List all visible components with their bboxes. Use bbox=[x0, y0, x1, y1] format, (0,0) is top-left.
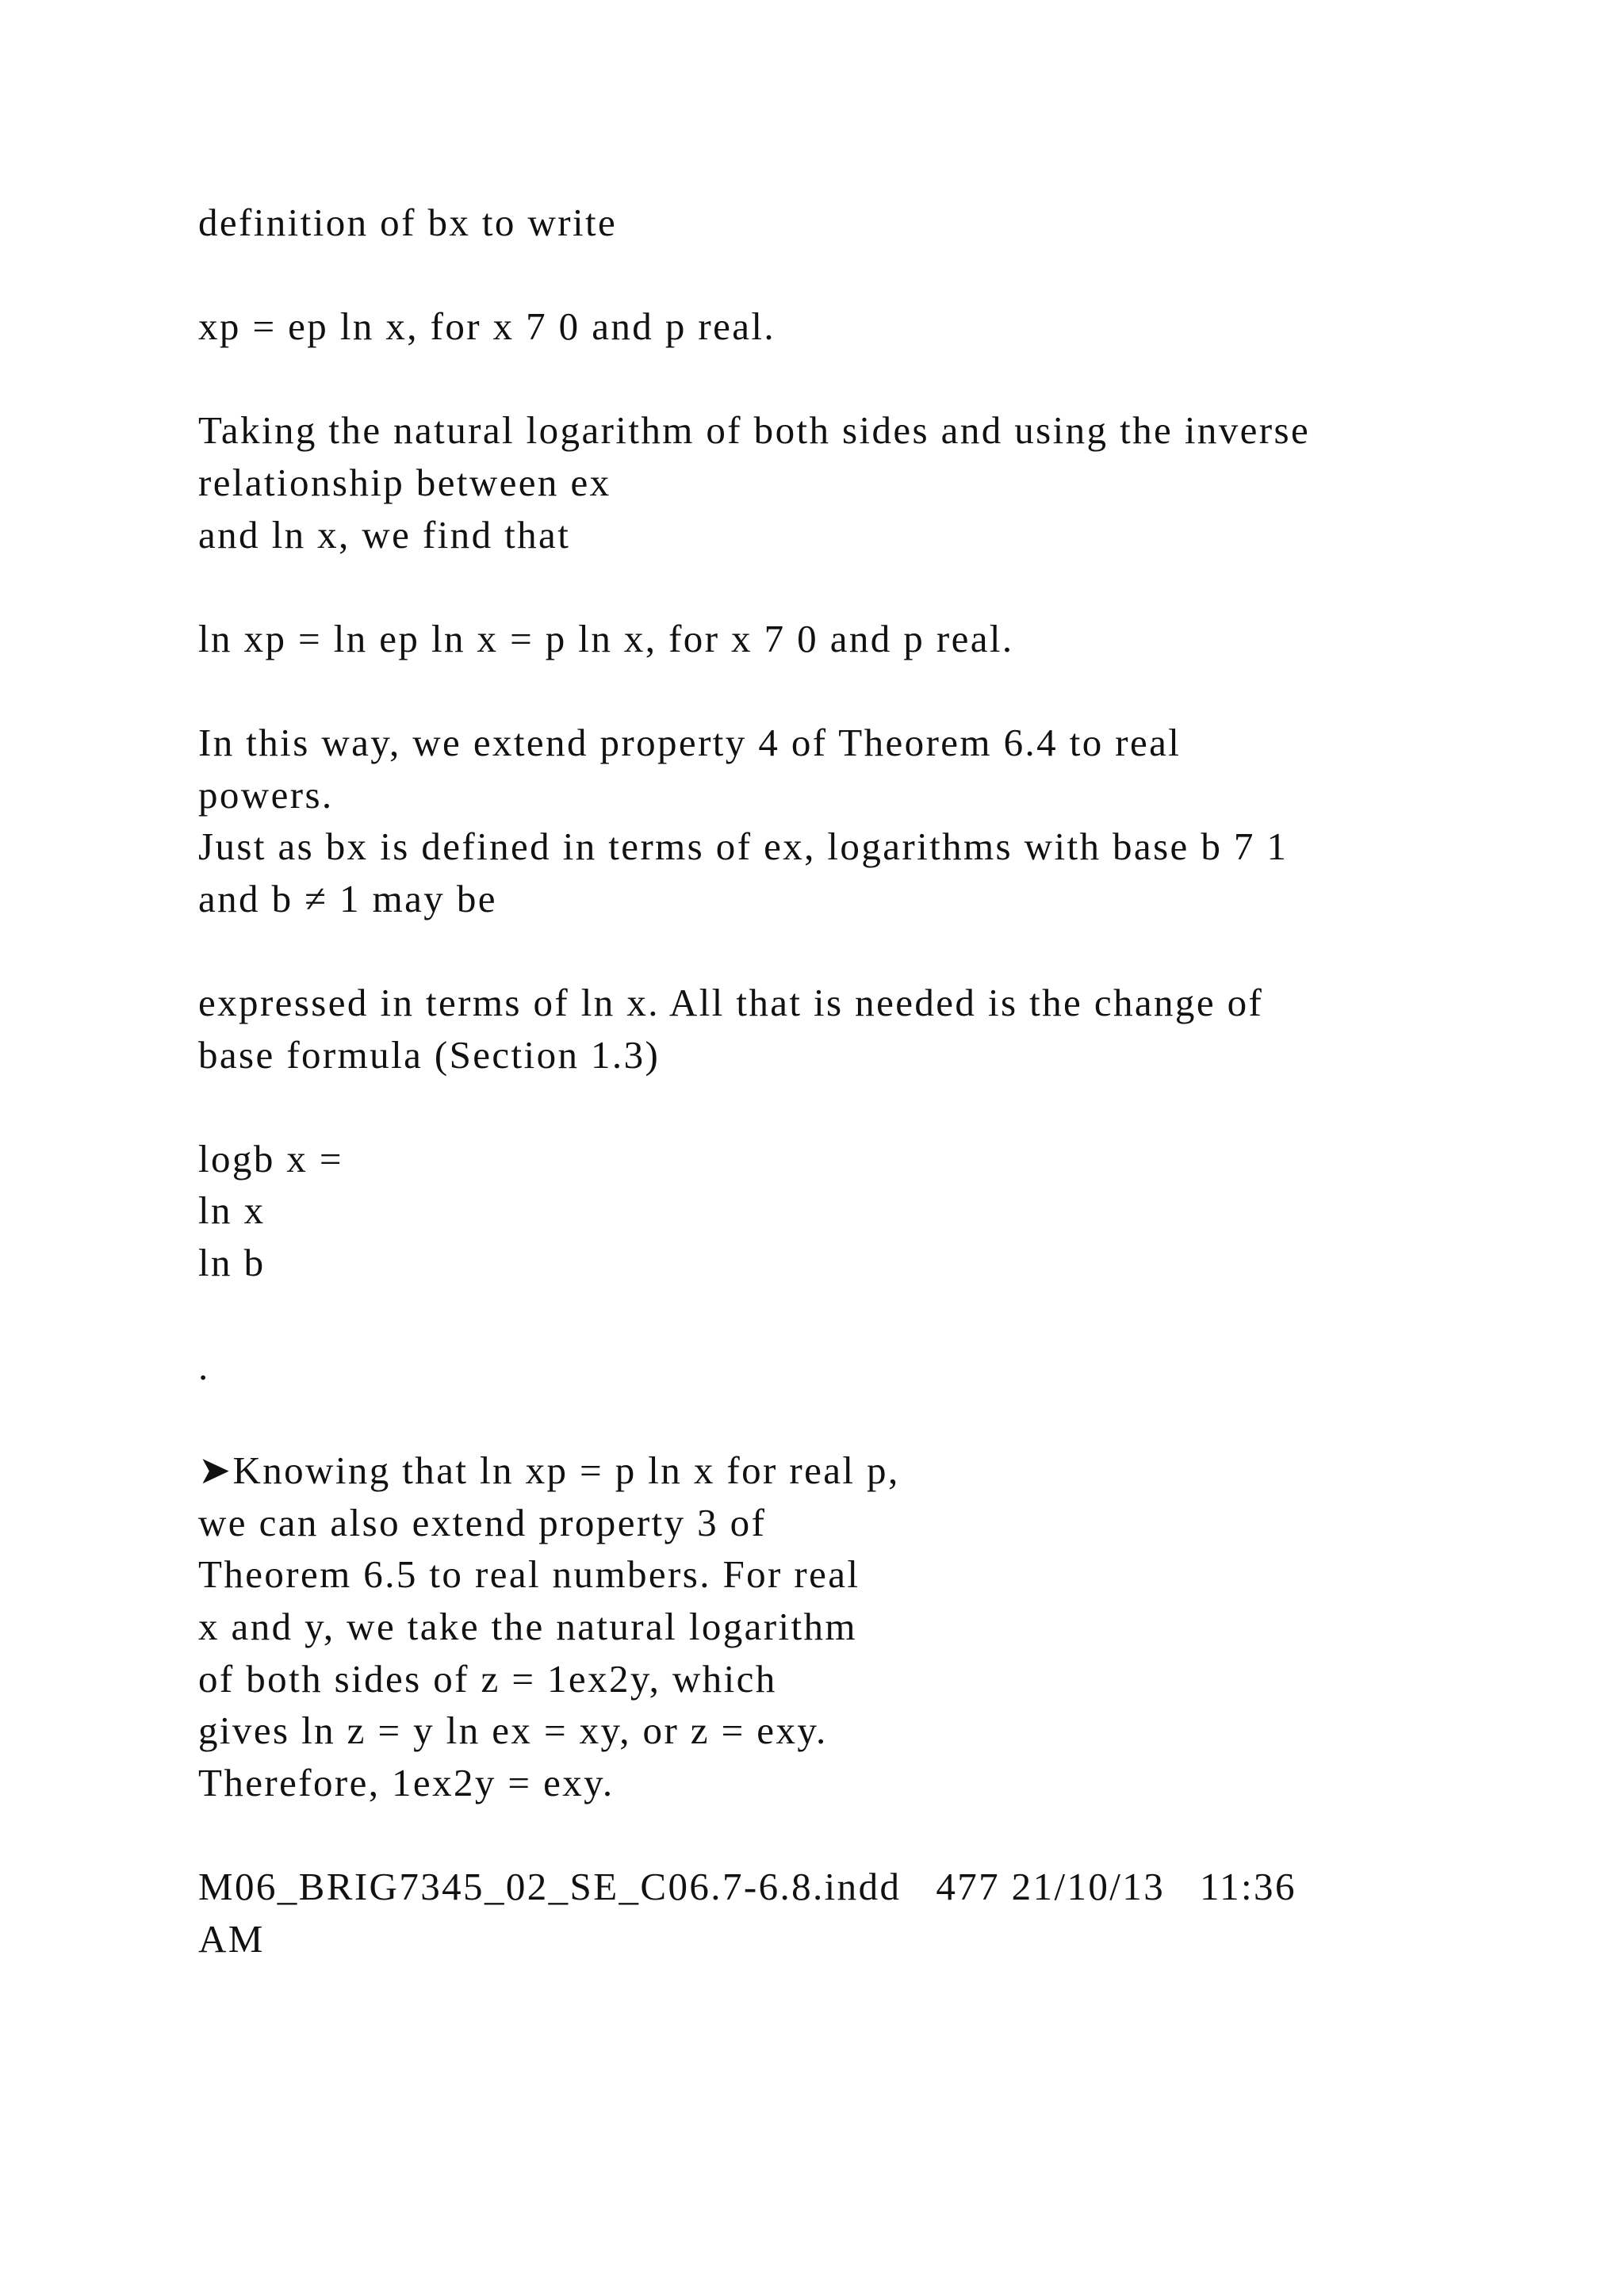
blank-line bbox=[198, 1808, 1467, 1861]
blank-line bbox=[198, 924, 1467, 977]
blank-line bbox=[198, 1288, 1467, 1341]
blank-line bbox=[198, 664, 1467, 717]
text-line: and b ≠ 1 may be bbox=[198, 876, 497, 920]
blank-line bbox=[198, 1393, 1467, 1445]
blank-line bbox=[198, 249, 1467, 301]
text-line: definition of bx to write bbox=[198, 201, 618, 244]
text-line: relationship between ex bbox=[198, 460, 611, 504]
equation-line: xp = ep ln x, for x 7 0 and p real. bbox=[198, 304, 776, 349]
margin-note-line: of both sides of z = 1ex2y, which bbox=[198, 1656, 777, 1701]
margin-note-line: ➤Knowing that ln xp = p ln x for real p, bbox=[198, 1448, 900, 1493]
blank-line bbox=[198, 353, 1467, 405]
margin-note-line: we can also extend property 3 of bbox=[198, 1500, 767, 1544]
file-footer-line: M06_BRIG7345_02_SE_C06.7-6.8.indd 477 21/10/13 11:36 bbox=[198, 1865, 1297, 1908]
text-line: powers. bbox=[198, 772, 334, 817]
blank-line bbox=[198, 561, 1467, 613]
equation-line: ln xp = ln ep ln x = p ln x, for x 7 0 and p real. bbox=[198, 616, 1014, 660]
margin-note-line: Therefore, 1ex2y = exy. bbox=[198, 1760, 615, 1804]
text-line: and ln x, we find that bbox=[198, 512, 571, 557]
period-line: . bbox=[198, 1345, 210, 1389]
margin-note-line: gives ln z = y ln ex = xy, or z = exy. bbox=[198, 1709, 828, 1753]
formula-line: logb x = bbox=[198, 1136, 343, 1181]
margin-note-line: x and y, we take the natural logarithm bbox=[198, 1605, 857, 1649]
text-line: Just as bx is defined in terms of ex, logarithms with base b 7 1 bbox=[198, 825, 1289, 869]
formula-numerator: ln x bbox=[198, 1188, 266, 1233]
document-text bbox=[198, 197, 1467, 1965]
file-footer-line: AM bbox=[198, 1916, 265, 1961]
text-line: expressed in terms of ln x. All that is needed is the change of bbox=[198, 980, 1264, 1024]
margin-note-line: Theorem 6.5 to real numbers. For real bbox=[198, 1552, 860, 1597]
text-line: In this way, we extend property 4 of Theorem 6.4 to real bbox=[198, 720, 1182, 764]
text-line: Taking the natural logarithm of both sides and using the inverse bbox=[198, 408, 1311, 453]
formula-denominator: ln b bbox=[198, 1240, 266, 1284]
text-line: base formula (Section 1.3) bbox=[198, 1032, 661, 1077]
blank-line bbox=[198, 1081, 1467, 1133]
